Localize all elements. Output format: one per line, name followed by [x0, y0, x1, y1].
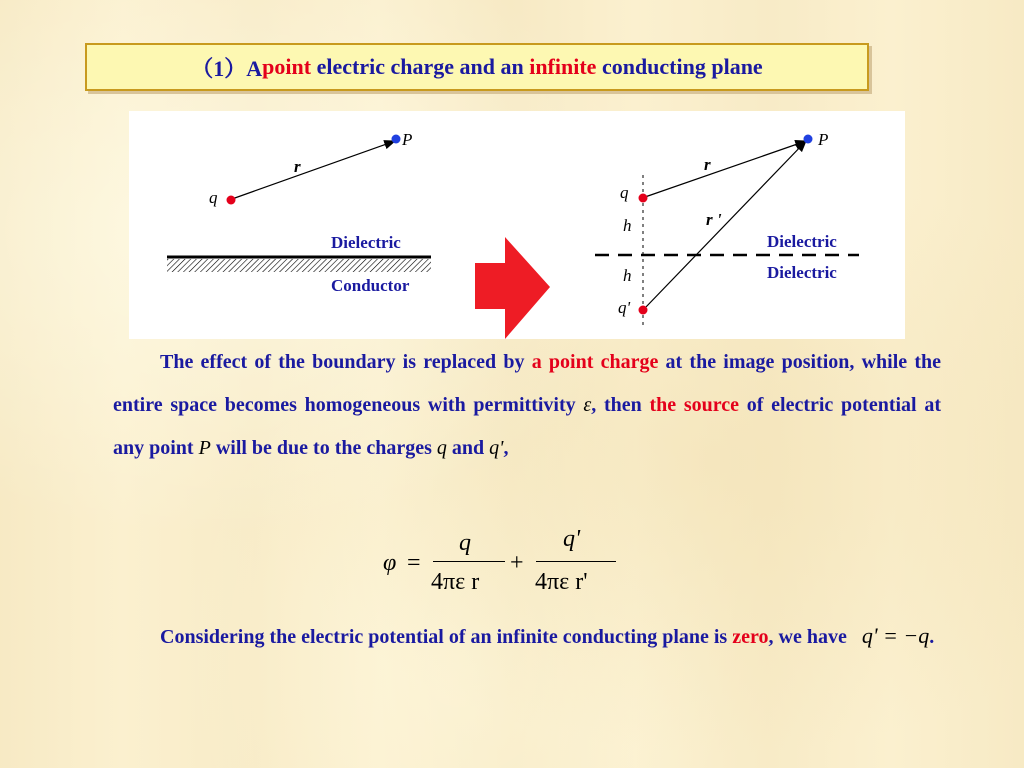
p1-highlight-the-source: the source — [649, 394, 740, 416]
conductor-hatching — [167, 259, 431, 272]
left-label-conductor: Conductor — [331, 276, 410, 295]
right-label-q: q — [620, 183, 629, 202]
left-charge-q-dot — [227, 196, 236, 205]
right-label-h-bottom: h — [623, 266, 632, 285]
title-word-point: point — [262, 54, 312, 79]
right-label-p: P — [818, 130, 829, 149]
right-r-image-vector — [645, 141, 806, 308]
right-label-q-image: q' — [618, 298, 631, 317]
left-label-q: q — [209, 188, 218, 207]
image-charge-figure — [129, 111, 905, 339]
transform-arrow — [475, 237, 550, 339]
left-diagram — [167, 130, 431, 295]
right-point-p-dot — [804, 135, 813, 144]
formula-denominator-2: 4πε r' — [535, 569, 588, 595]
conclusion-paragraph — [113, 614, 955, 659]
p2-text-1: Considering the electric potential of an infinite conducting plane is — [160, 626, 733, 648]
p1-text-1: The effect of the boundary is replaced by — [160, 351, 532, 373]
p1-symbol-q-prime: q' — [489, 437, 504, 459]
p1-symbol-epsilon: ε — [583, 394, 592, 416]
p1-highlight-point-charge: a point charge — [531, 351, 659, 373]
right-r-vector — [645, 141, 806, 197]
formula-phi: φ — [383, 550, 397, 576]
p1-text-5: will be due to the charges — [210, 437, 437, 459]
p1-text-6: and — [446, 437, 490, 459]
formula-plus: + — [510, 550, 524, 576]
p1-text-2: at the image position, while the entire space becomes homogeneous with permittivity — [113, 351, 942, 416]
p2-text-2: , we have — [768, 626, 852, 648]
formula-fraction-bar-2 — [536, 561, 616, 562]
title-word-infinite: infinite — [529, 54, 597, 79]
p1-symbol-q: q — [436, 437, 447, 459]
right-label-dielectric-top: Dielectric — [767, 232, 837, 251]
explanation-paragraph — [113, 341, 941, 470]
left-point-p-dot — [392, 135, 401, 144]
p1-text-4: of electric potential at any point — [113, 394, 941, 459]
right-label-r-image: r ' — [706, 210, 722, 229]
right-label-h-top: h — [623, 216, 632, 235]
right-image-charge-dot — [639, 306, 648, 315]
p2-equation-image-charge: q' = −q — [861, 623, 930, 648]
p1-text-3: , then — [591, 394, 650, 416]
p2-highlight-zero: zero — [732, 626, 769, 648]
right-diagram — [595, 130, 859, 327]
p1-symbol-p: P — [198, 437, 211, 459]
figure-svg — [129, 111, 905, 339]
formula-equals: = — [407, 550, 421, 576]
p1-text-7: , — [503, 437, 509, 459]
formula-denominator-1: 4πε r — [431, 569, 480, 595]
title-suffix: conducting plane — [596, 54, 763, 79]
right-label-r: r — [704, 155, 711, 174]
left-r-vector — [232, 141, 395, 199]
left-label-r: r — [294, 157, 301, 176]
left-label-dielectric: Dielectric — [331, 233, 401, 252]
p2-text-3: . — [929, 626, 935, 648]
slide-title — [85, 43, 869, 91]
left-label-p: P — [402, 130, 413, 149]
title-prefix: （1）A — [191, 55, 263, 81]
formula-numerator-1: q — [459, 530, 471, 556]
title-mid: electric charge and an — [311, 54, 530, 79]
right-charge-q-dot — [639, 194, 648, 203]
right-label-dielectric-bottom: Dielectric — [767, 263, 837, 282]
formula-fraction-bar-1 — [433, 561, 505, 562]
potential-formula — [383, 526, 643, 606]
formula-numerator-2: q' — [563, 526, 581, 552]
